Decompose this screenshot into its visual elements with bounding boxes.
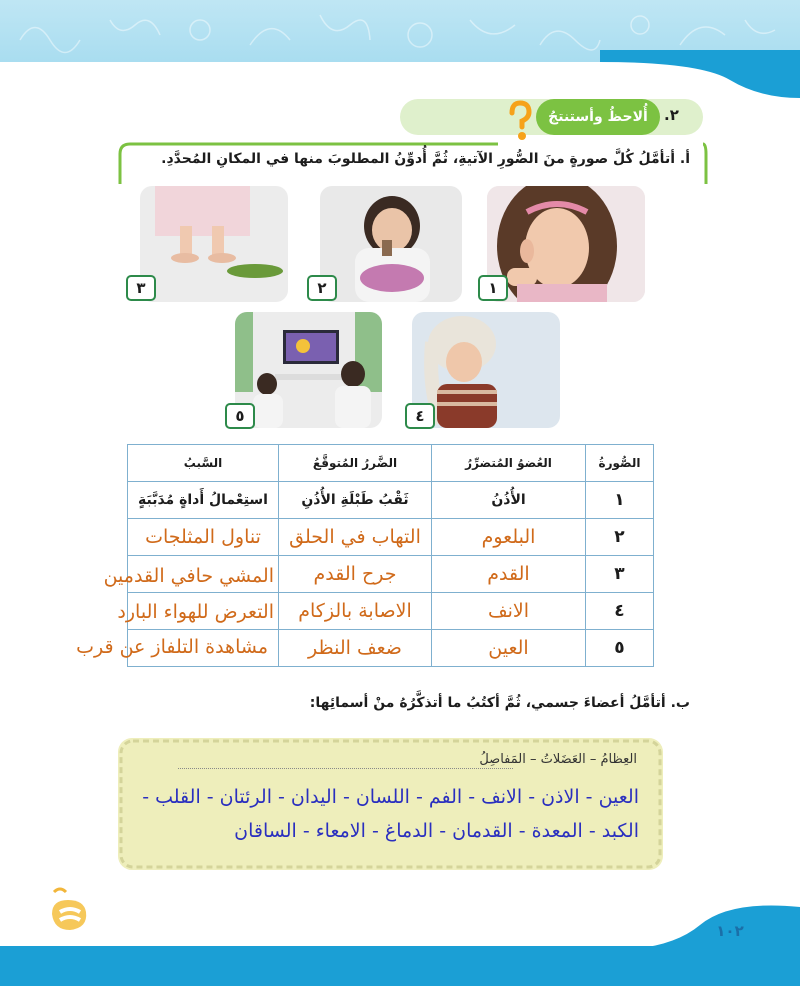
handwritten-answer: القدم: [487, 563, 530, 585]
section-title: أُلاحظُ وأستنتجُ: [536, 99, 660, 135]
page-number: ١٠٢: [716, 922, 744, 940]
header-cause: السَّببُ: [128, 445, 279, 482]
cause-cell[interactable]: [128, 519, 279, 556]
answer-hint: العِظامُ – العَضَلاتُ – المَفاصِلُ: [479, 752, 637, 767]
row-number: ٤: [586, 593, 654, 630]
harm-cell[interactable]: [279, 519, 432, 556]
photo-2-label: ٢: [307, 275, 337, 301]
photo-5-label: ٥: [225, 403, 255, 429]
organ-cell[interactable]: [432, 556, 586, 593]
handwritten-answer-overflow: المشي حافي القدمين: [103, 565, 274, 587]
handwritten-answer: ضعف النظر: [308, 637, 402, 659]
organ-cell[interactable]: [432, 593, 586, 630]
girl-touching-ear-photo: [487, 186, 645, 302]
header-organ: العُضوُ المُتضرِّرُ: [432, 445, 586, 482]
header-harm: الضَّررُ المُتوقَّعُ: [279, 445, 432, 482]
barefoot-walking-photo: [140, 186, 288, 302]
organ-cell[interactable]: [432, 519, 586, 556]
row-number: ١: [586, 482, 654, 519]
header-photo: الصُّورةُ: [586, 445, 654, 482]
handwritten-body-parts-answer: العين - الاذن - الانف - الفم - اللسان - اليدان - الرئتان - القلب - الكبد - المعدة - القدمان - الدماغ - الامعاء - الساقان: [142, 786, 639, 842]
table-row: [128, 519, 654, 556]
boys-watching-tv-photo: [235, 312, 382, 428]
answer-box[interactable]: [118, 738, 663, 870]
handwritten-answer: العين: [488, 637, 529, 659]
handwritten-answer: جرح القدم: [313, 563, 397, 585]
organ-harm-table: [128, 444, 654, 667]
handwritten-answer: التهاب في الحلق: [289, 526, 421, 548]
top-wave-decoration: [600, 50, 800, 100]
row-number: ٢: [586, 519, 654, 556]
organ-cell[interactable]: [432, 630, 586, 667]
harm-cell[interactable]: [279, 593, 432, 630]
question-mark-icon: [503, 100, 537, 142]
table-row: [128, 482, 654, 519]
row-number: ٥: [586, 630, 654, 667]
photo-3-label: ٣: [126, 275, 156, 301]
photo-5: [235, 312, 382, 428]
handwritten-answer-overflow: التعرض للهواء البارد: [117, 601, 274, 623]
harm-cell[interactable]: [279, 630, 432, 667]
girl-eating-ice-cream-photo: [320, 186, 462, 302]
photo-1: [487, 186, 645, 302]
handwritten-answer-overflow: مشاهدة التلفاز عن قرب: [76, 636, 268, 658]
dotted-line: [178, 768, 513, 769]
handwritten-answer: البلعوم: [481, 526, 536, 548]
table-header-row: [128, 445, 654, 482]
instruction-a: أ. أتأمَّلُ كُلَّ صورةٍ منَ الصُّورِ الآتيةِ، ثُمَّ أُدوِّنُ المطلوبَ منها في المكانِ المُحدَّدِ.: [161, 151, 690, 167]
photo-2: [320, 186, 462, 302]
instruction-b: ب. أتأمَّلُ أعضاءَ جسمي، ثُمَّ أكتُبُ ما أتذكَّرُهُ منْ أسمائِها:: [309, 695, 690, 711]
harm-cell[interactable]: [279, 556, 432, 593]
cause-cell: استِعْمالُ أَداةٍ مُدَبَّبَةٍ: [128, 482, 279, 519]
harm-cell: ثَقْبُ طَبْلَةِ الأُذُنِ: [279, 482, 432, 519]
photo-4-label: ٤: [405, 403, 435, 429]
publisher-logo-icon: [46, 884, 94, 936]
photo-1-label: ١: [478, 275, 508, 301]
section-number: ٢.: [664, 106, 679, 124]
handwritten-answer: الانف: [487, 600, 530, 622]
photo-3: [140, 186, 288, 302]
bottom-band: [0, 946, 800, 986]
handwritten-answer: تناول المثلجات: [145, 526, 261, 548]
handwritten-answer: الاصابة بالزكام: [298, 600, 412, 622]
row-number: ٣: [586, 556, 654, 593]
organ-cell: الأُذُنُ: [432, 482, 586, 519]
